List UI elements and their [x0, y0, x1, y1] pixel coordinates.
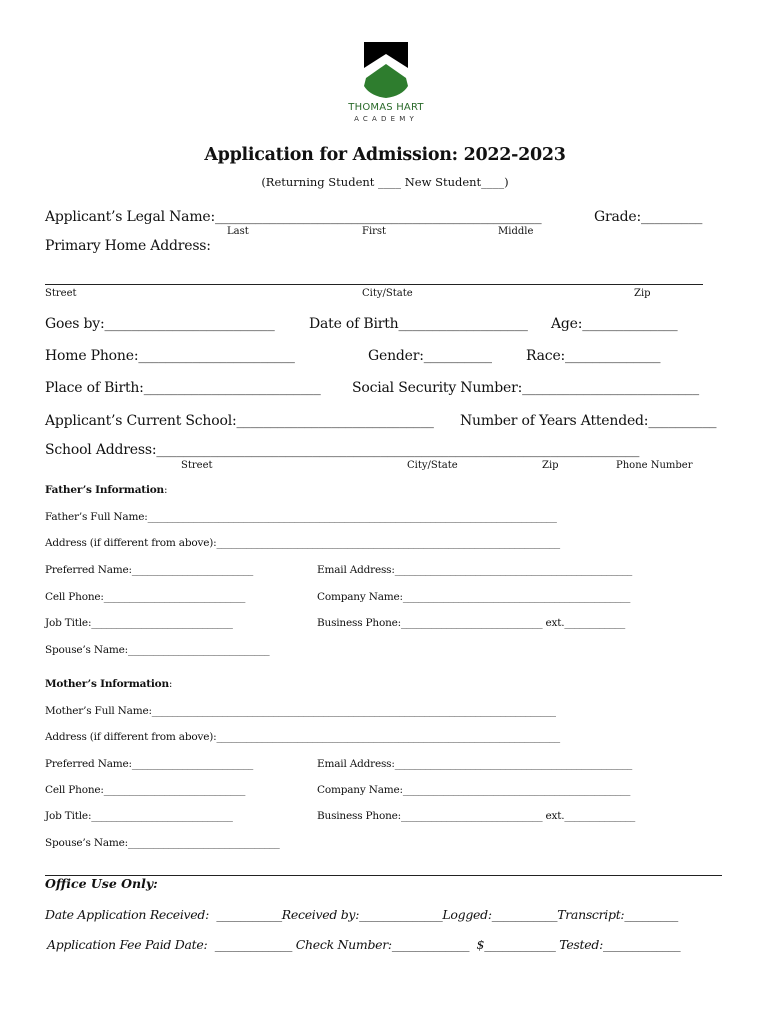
gender-field[interactable]: Gender:__________	[368, 348, 492, 364]
father-address-field[interactable]: Address (if different from above):____________________________________________________________________	[45, 537, 560, 549]
mother-business-phone-field[interactable]: Business Phone:____________________________ ext.______________	[317, 810, 636, 822]
father-heading	[45, 484, 167, 496]
mother-email-field[interactable]: Email Address:_______________________________________________	[317, 758, 633, 770]
father-cell-field[interactable]: Cell Phone:____________________________	[45, 591, 246, 603]
label-school-street: Street	[181, 460, 213, 471]
page-title: Application for Admission: 2022-2023	[204, 145, 566, 165]
father-business-phone-field[interactable]: Business Phone:____________________________ ext.____________	[317, 617, 626, 629]
academy-logo	[346, 40, 426, 126]
label-school-city-state: City/State	[407, 460, 458, 471]
label-middle: Middle	[498, 226, 534, 237]
label-school-zip: Zip	[542, 460, 559, 471]
mother-address-field[interactable]: Address (if different from above):____________________________________________________________________	[45, 731, 560, 743]
father-job-title-field[interactable]: Job Title:____________________________	[45, 617, 233, 629]
home-address-label: Primary Home Address:	[45, 238, 211, 254]
logo-name: THOMAS HART	[348, 102, 424, 113]
student-type-line[interactable]: (Returning Student ____ New Student____)	[261, 175, 509, 189]
father-preferred-name-field[interactable]: Preferred Name:________________________	[45, 564, 254, 576]
mother-job-title-field[interactable]: Job Title:____________________________	[45, 810, 233, 822]
current-school-field[interactable]: Applicant’s Current School:_____________________________	[45, 413, 434, 429]
label-zip: Zip	[634, 288, 651, 299]
label-city-state: City/State	[362, 288, 413, 299]
mother-preferred-name-field[interactable]: Preferred Name:________________________	[45, 758, 254, 770]
years-attended-field[interactable]: Number of Years Attended:__________	[460, 413, 717, 429]
label-school-phone: Phone Number	[616, 460, 693, 471]
logo-subtitle: ACADEMY	[354, 115, 418, 123]
logo-green-shield	[364, 64, 408, 98]
mother-spouse-field[interactable]: Spouse’s Name:______________________________	[45, 837, 280, 849]
office-received-line[interactable]: Date Application Received: ___________Received by:______________Logged:___________Transcript:_________	[45, 907, 678, 922]
office-fee-line[interactable]: Application Fee Paid Date: _____________ Check Number:_____________ $____________ Tested:_____________	[47, 937, 681, 952]
home-address-line[interactable]	[45, 284, 703, 285]
grade-field[interactable]: Grade:_________	[594, 209, 703, 225]
ssn-field[interactable]: Social Security Number:__________________________	[352, 380, 699, 396]
father-full-name-field[interactable]: Father’s Full Name:_________________________________________________________________________________	[45, 511, 557, 523]
home-phone-field[interactable]: Home Phone:_______________________	[45, 348, 295, 364]
father-company-field[interactable]: Company Name:_____________________________________________	[317, 591, 631, 603]
school-address-field[interactable]: School Address:_______________________________________________________________________	[45, 442, 640, 458]
father-heading-text: Father’s Information	[45, 484, 164, 496]
goes-by-field[interactable]: Goes by:_________________________	[45, 316, 275, 332]
mother-heading-text: Mother’s Information	[45, 678, 169, 690]
father-heading-colon: :	[163, 484, 168, 496]
mother-full-name-field[interactable]: Mother’s Full Name:________________________________________________________________________________	[45, 705, 556, 717]
legal-name-field[interactable]: Applicant’s Legal Name:________________________________________________	[45, 209, 542, 225]
dob-field[interactable]: Date of Birth___________________	[309, 316, 528, 332]
label-street: Street	[45, 288, 77, 299]
place-of-birth-field[interactable]: Place of Birth:__________________________	[45, 380, 321, 396]
office-heading: Office Use Only:	[45, 876, 158, 891]
label-first: First	[362, 226, 387, 237]
father-spouse-field[interactable]: Spouse’s Name:____________________________	[45, 644, 270, 656]
father-email-field[interactable]: Email Address:_______________________________________________	[317, 564, 633, 576]
mother-heading	[45, 678, 172, 690]
label-last: Last	[227, 226, 249, 237]
mother-company-field[interactable]: Company Name:_____________________________________________	[317, 784, 631, 796]
race-field[interactable]: Race:______________	[526, 348, 661, 364]
mother-cell-field[interactable]: Cell Phone:____________________________	[45, 784, 246, 796]
age-field[interactable]: Age:______________	[551, 316, 678, 332]
mother-heading-colon: :	[168, 678, 173, 690]
